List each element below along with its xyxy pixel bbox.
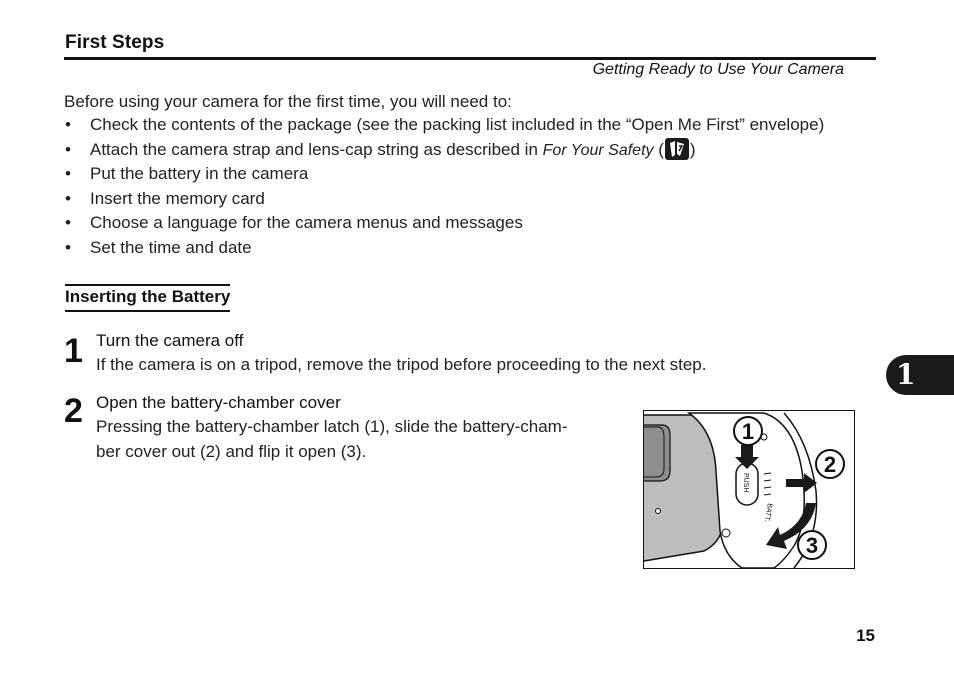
cover-label: BATT. [762, 502, 773, 523]
list-item-text: Put the battery in the camera [90, 164, 309, 184]
callout-2: 2 [823, 452, 837, 477]
step-number: 1 [64, 332, 83, 370]
list-item-text: Check the contents of the package (see the packing list included in the “Open Me First” envelope) [90, 115, 825, 134]
list-item-text: Set the time and date [90, 237, 252, 257]
list-item [64, 162, 824, 187]
chapter-number: 1 [896, 358, 916, 391]
intro-text: Before using your camera for the first time, you will need to: [64, 92, 512, 111]
list-item [64, 187, 824, 212]
list-item-text: Insert the memory card [90, 188, 265, 208]
for-your-safety-icon [665, 138, 689, 160]
step-body: ber cover out (2) and flip it open (3). [96, 442, 367, 461]
camera-bottom-drawing [644, 411, 854, 568]
list-item [64, 211, 824, 236]
chapter-tab [886, 355, 954, 395]
step-body: Pressing the battery-chamber latch (1), slide the battery-cham- [96, 417, 568, 436]
list-item-text: Choose a language for the camera menus and messages [90, 213, 523, 233]
list-item [64, 113, 824, 138]
paren-open: ( [658, 139, 664, 159]
page-number: 15 [856, 626, 875, 645]
step-title: Open the battery-chamber cover [96, 393, 341, 412]
preparation-list [64, 113, 824, 261]
header-rule [64, 57, 876, 60]
list-item-text: Attach the camera strap and lens-cap string as described in [90, 139, 538, 159]
safety-reference: For Your Safety [542, 141, 654, 159]
subsection-title: Inserting the Battery [65, 284, 230, 312]
step-title: Turn the camera off [96, 331, 244, 350]
list-item [64, 138, 824, 163]
paren-close: ) [689, 139, 696, 159]
step-body: If the camera is on a tripod, remove the tripod before proceeding to the next step. [96, 355, 707, 374]
latch-label: PUSH [742, 473, 749, 493]
callout-3: 3 [805, 533, 819, 558]
battery-cover-illustration [643, 410, 855, 569]
step-number: 2 [64, 392, 83, 430]
page-subtitle: Getting Ready to Use Your Camera [592, 61, 844, 78]
callout-1: 1 [741, 419, 755, 444]
section-title: First Steps [65, 32, 165, 53]
list-item [64, 236, 824, 261]
